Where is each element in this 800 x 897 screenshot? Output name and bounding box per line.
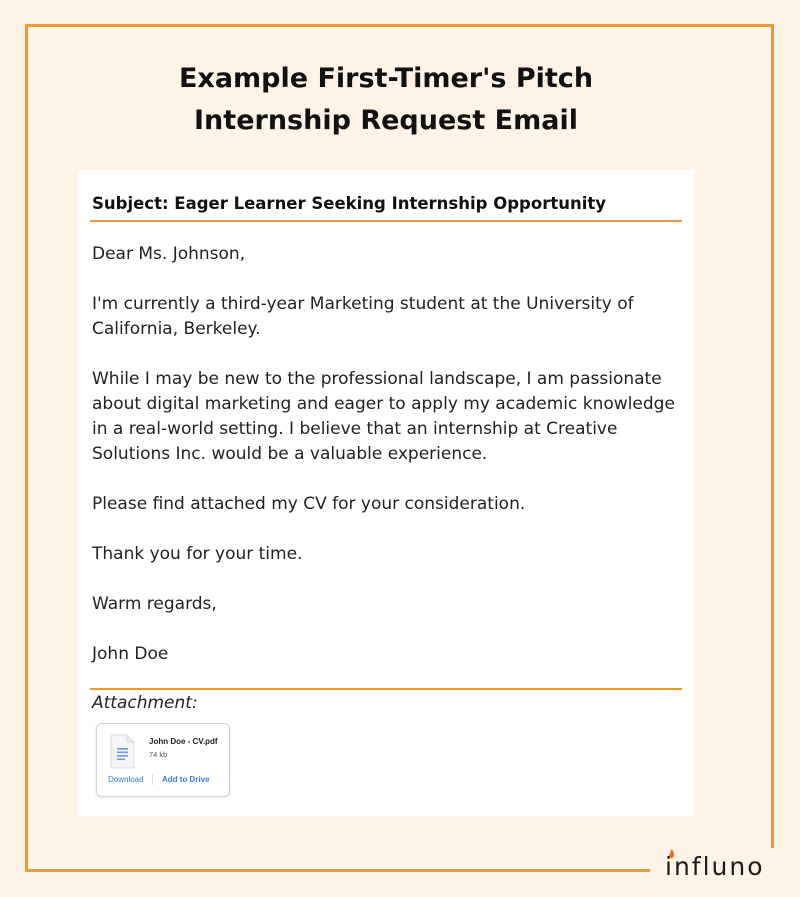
brand-logo: influno	[665, 852, 765, 881]
email-greeting: Dear Ms. Johnson,	[92, 244, 246, 264]
document-icon	[109, 734, 136, 769]
email-card	[78, 170, 694, 816]
attachment-file-size: 74 kb	[149, 750, 168, 759]
subject-divider	[90, 220, 682, 222]
title-line-2: Internship Request Email	[194, 105, 578, 136]
download-link[interactable]: Download	[108, 775, 144, 784]
title-line-1: Example First-Timer's Pitch	[178, 63, 594, 94]
attachment-label: Attachment:	[92, 693, 198, 713]
email-paragraph-1: I'm currently a third-year Marketing student at the University of California, Berkeley.	[92, 294, 634, 339]
attachment-divider	[90, 688, 682, 690]
email-closing: Warm regards,	[92, 594, 217, 614]
email-signature: John Doe	[92, 644, 169, 664]
email-paragraph-4: Thank you for your time.	[92, 544, 303, 564]
email-paragraph-3: Please find attached my CV for your consideration.	[92, 494, 526, 514]
attachment-file-name: John Doe - CV.pdf	[149, 737, 218, 746]
add-to-drive-link[interactable]: Add to Drive	[162, 775, 210, 784]
email-body	[92, 242, 687, 692]
email-subject: Subject: Eager Learner Seeking Internship Opportunity	[92, 194, 607, 213]
email-paragraph-2: While I may be new to the professional landscape, I am passionate about digital marketing and eager to apply my academic knowledge in a real-world setting. I believe that an internship at Creative Solutions Inc. would be a valuable experience.	[92, 369, 675, 464]
page-title	[80, 58, 692, 142]
attachment-card[interactable]	[96, 723, 230, 797]
link-separator	[152, 774, 153, 785]
